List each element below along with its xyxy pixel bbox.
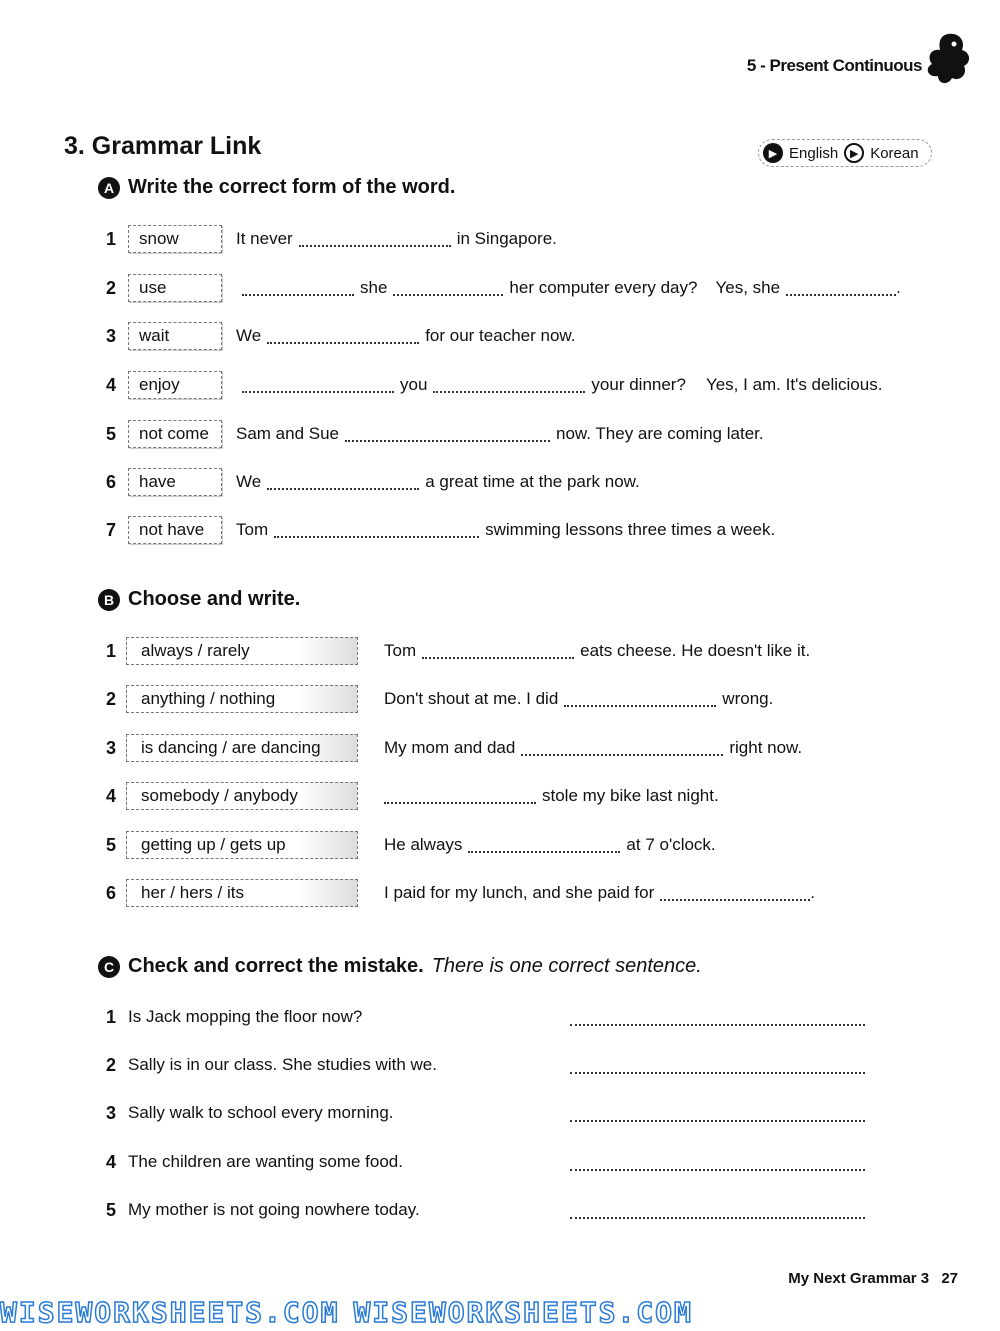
- sentence-text: wrong.: [722, 689, 774, 708]
- choice-box: always / rarely: [126, 637, 358, 665]
- word-box: enjoy: [128, 371, 222, 399]
- answer-blank[interactable]: [267, 474, 419, 490]
- answer-blank[interactable]: [564, 691, 716, 707]
- answer-blank[interactable]: [299, 231, 451, 247]
- section-a-item: [106, 514, 775, 546]
- sentence-text: stole my bike last night.: [542, 786, 719, 805]
- answer-line[interactable]: [570, 1217, 865, 1219]
- sentence-text: Yes, I am. It's delicious.: [705, 375, 883, 394]
- section-b-instruction: Choose and write.: [128, 588, 301, 610]
- choice-box: her / hers / its: [126, 879, 358, 907]
- answer-blank[interactable]: [242, 377, 394, 393]
- sentence-text: a great time at the park now.: [425, 472, 640, 491]
- sentence-text: right now.: [729, 738, 803, 757]
- choice-box: somebody / anybody: [126, 782, 358, 810]
- sentence-text: He always: [384, 835, 463, 854]
- answer-blank[interactable]: [267, 328, 419, 344]
- watermark: [0, 1296, 1000, 1331]
- section-a-instruction: Write the correct form of the word.: [128, 176, 456, 198]
- item-number: 3: [106, 1102, 117, 1123]
- sentence-text: Sam and Sue: [236, 424, 340, 443]
- sentence-text: Don't shout at me. I did: [384, 689, 559, 708]
- sentence-text: she: [360, 278, 388, 297]
- section-c-item: [106, 1147, 403, 1177]
- item-number: 4: [106, 785, 117, 806]
- item-number: 5: [106, 1199, 117, 1220]
- sentence-text: Tom: [236, 520, 269, 539]
- sentence-text: We: [236, 472, 262, 491]
- section-a-item: [106, 418, 764, 450]
- section-a-item: [106, 272, 901, 304]
- item-number: 6: [106, 882, 117, 903]
- item-number: 5: [106, 423, 117, 444]
- sentence-text: I paid for my lunch, and she paid for: [384, 883, 655, 902]
- sentence-text: .: [810, 883, 815, 902]
- section-c-instruction: Check and correct the mistake.: [128, 955, 424, 977]
- answer-blank[interactable]: [660, 885, 810, 901]
- korean-label: Korean: [870, 144, 919, 162]
- answer-line[interactable]: [570, 1120, 865, 1122]
- answer-blank[interactable]: [393, 280, 503, 296]
- page-footer: [788, 1270, 958, 1287]
- word-box: not have: [128, 516, 222, 544]
- sentence-text: your dinner?: [591, 375, 686, 394]
- sentence-text: My mom and dad: [384, 738, 516, 757]
- sentence-text: Sally walk to school every morning.: [128, 1103, 394, 1122]
- item-number: 2: [106, 1054, 117, 1075]
- answer-line[interactable]: [570, 1072, 865, 1074]
- answer-blank[interactable]: [345, 426, 550, 442]
- sentence-text: eats cheese. He doesn't like it.: [580, 641, 811, 660]
- section-a-item: [106, 320, 575, 352]
- item-number: 6: [106, 471, 117, 492]
- section-a-item: [106, 223, 557, 255]
- item-number: 3: [106, 325, 117, 346]
- sentence-text: swimming lessons three times a week.: [485, 520, 776, 539]
- choice-box: getting up / gets up: [126, 831, 358, 859]
- answer-blank[interactable]: [274, 522, 479, 538]
- item-number: 1: [106, 640, 117, 661]
- item-number: 4: [106, 374, 117, 395]
- watermark-text: WISEWORKSHEETS.COM: [353, 1296, 693, 1329]
- sentence-text: The children are wanting some food.: [128, 1152, 403, 1171]
- page-title: 3. Grammar Link: [64, 132, 262, 160]
- section-b-item: [106, 635, 810, 667]
- english-label: English: [789, 144, 839, 162]
- section-b-item: [106, 877, 815, 909]
- sentence-text: for our teacher now.: [425, 326, 576, 345]
- sentence-text: you: [400, 375, 428, 394]
- section-c-item: [106, 1195, 420, 1225]
- sentence-text: It never: [236, 229, 293, 248]
- sentence-text: Yes, she: [715, 278, 781, 297]
- audio-korean-icon[interactable]: ▶: [844, 143, 864, 163]
- item-number: 3: [106, 737, 117, 758]
- section-c-header: [98, 955, 702, 978]
- word-box: snow: [128, 225, 222, 253]
- section-b-badge: B: [98, 589, 120, 611]
- language-toggle[interactable]: [758, 139, 932, 167]
- book-title: My Next Grammar 3: [788, 1270, 930, 1287]
- section-c-item: [106, 1002, 362, 1032]
- item-number: 7: [106, 519, 117, 540]
- answer-blank[interactable]: [422, 643, 574, 659]
- choice-box: anything / nothing: [126, 685, 358, 713]
- section-b-item: [106, 732, 802, 764]
- answer-blank[interactable]: [242, 280, 354, 296]
- sentence-text: her computer every day?: [509, 278, 698, 297]
- sentence-text: .: [896, 278, 901, 297]
- sentence-text: Sally is in our class. She studies with we.: [128, 1055, 437, 1074]
- answer-blank[interactable]: [521, 740, 723, 756]
- sentence-text: Is Jack mopping the floor now?: [128, 1007, 363, 1026]
- audio-english-icon[interactable]: ▶: [763, 143, 783, 163]
- section-c-item: [106, 1098, 394, 1128]
- section-b-item: [106, 780, 719, 812]
- sentence-text: My mother is not going nowhere today.: [128, 1200, 420, 1219]
- section-b-header: [98, 588, 300, 611]
- answer-line[interactable]: [570, 1169, 865, 1171]
- word-box: wait: [128, 322, 222, 350]
- item-number: 5: [106, 834, 117, 855]
- item-number: 4: [106, 1151, 117, 1172]
- answer-line[interactable]: [570, 1024, 865, 1026]
- item-number: 2: [106, 688, 117, 709]
- sentence-text: We: [236, 326, 262, 345]
- word-box: have: [128, 468, 222, 496]
- word-box: not come: [128, 420, 222, 448]
- item-number: 1: [106, 1006, 117, 1027]
- choice-box: is dancing / are dancing: [126, 734, 358, 762]
- section-c-note: There is one correct sentence.: [431, 955, 702, 977]
- answer-blank[interactable]: [433, 377, 585, 393]
- word-box: use: [128, 274, 222, 302]
- item-number: 2: [106, 277, 117, 298]
- item-number: 1: [106, 228, 117, 249]
- section-c-item: [106, 1050, 437, 1080]
- watermark-text: WISEWORKSHEETS.COM: [0, 1296, 340, 1329]
- answer-blank[interactable]: [384, 788, 536, 804]
- sentence-text: at 7 o'clock.: [626, 835, 716, 854]
- section-c-badge: C: [98, 956, 120, 978]
- chapter-title: 5 - Present Continuous: [746, 56, 922, 75]
- mascot-icon: [918, 28, 978, 88]
- section-a-item: [106, 466, 640, 498]
- answer-blank[interactable]: [468, 837, 620, 853]
- section-a-badge: A: [98, 177, 120, 199]
- section-b-item: [106, 683, 773, 715]
- sentence-text: now. They are coming later.: [556, 424, 764, 443]
- answer-blank[interactable]: [786, 280, 896, 296]
- section-a-header: [98, 176, 455, 199]
- sentence-text: Tom: [384, 641, 417, 660]
- section-a-item: [106, 369, 882, 401]
- page-number: 27: [941, 1270, 958, 1287]
- sentence-text: in Singapore.: [456, 229, 557, 248]
- section-b-item: [106, 829, 716, 861]
